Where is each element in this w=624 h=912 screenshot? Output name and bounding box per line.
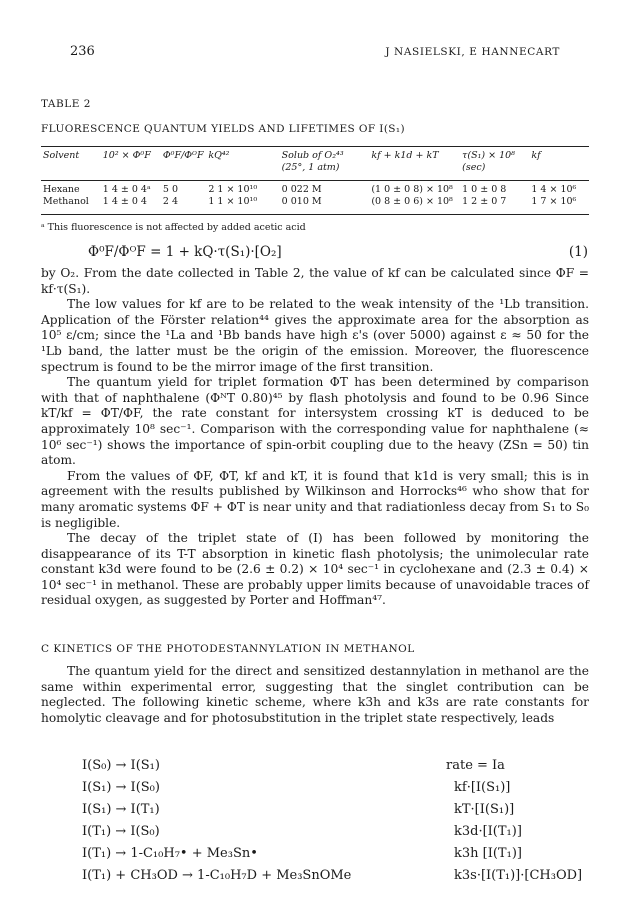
paragraph: by O₂. From the date collected in Table 2, the value of kf can be calculated since ΦF = kf·τ(S₁).: [41, 266, 589, 296]
table-cell: 1 7 × 10⁶: [531, 196, 577, 207]
table-caption: FLUORESCENCE QUANTUM YIELDS AND LIFETIMES OF I(S₁): [41, 123, 406, 135]
table-label: TABLE 2: [41, 98, 91, 110]
col-header: τ(S₁) × 10⁸ (sec): [462, 150, 515, 173]
table-footnote: ᵃ This fluorescence is not affected by added acetic acid: [41, 222, 306, 233]
body-text: [41, 266, 589, 609]
section-body-text: [41, 664, 589, 726]
col-header: kQ⁴²: [208, 150, 230, 161]
table-cell: 1 2 ± 0 7: [462, 196, 507, 207]
scheme-row: [82, 780, 590, 802]
paragraph: The low values for kf are to be related to the weak intensity of the ¹Lb transition. Application of the Förster relation⁴⁴ gives the approximate area for the absorption as 10⁵ ε/cm; since the ¹La and ¹Bb bands have high ε's (over 5000) against ε ≈ 50 for the ¹Lb band, the latter must be the origin of the emission. Moreover, the fluorescence spectrum is found to be the mirror image of the first transition.: [41, 297, 589, 374]
col-header: kf + k1d + kT: [371, 150, 439, 161]
paragraph: From the values of ΦF, ΦT, kf and kT, it is found that k1d is very small; this is in agreement with the results published by Wilkinson and Horrocks⁴⁶ who show that for many aromatic systems ΦF + ΦT is near unity and that radiationless decay from S₁ to S₀ is negligible.: [41, 468, 589, 530]
table-cell: 2 4: [162, 196, 178, 207]
col-header: Solub of O₂⁴³ (25°, 1 atm): [281, 150, 344, 173]
equation-1: [88, 244, 588, 260]
data-table: [41, 150, 589, 208]
page-number: 236: [70, 44, 95, 59]
table-cell: 1 4 ± 0 4: [102, 196, 147, 207]
table-row: [41, 184, 589, 196]
scheme-reaction: I(S₁) → I(S₀): [82, 780, 160, 795]
table-cell: 2 1 × 10¹⁰: [208, 184, 258, 195]
col-header: kf: [531, 150, 541, 161]
table-cell: (0 8 ± 0 6) × 10⁸: [371, 196, 453, 207]
table-cell: 1 4 ± 0 4ᵃ: [102, 184, 151, 195]
table-bottom-rule: [41, 214, 589, 215]
scheme-rate: kf·[I(S₁)]: [454, 780, 511, 795]
table-header-row: [41, 150, 589, 178]
scheme-row: [82, 758, 590, 780]
table-cell: Methanol: [43, 196, 89, 207]
table-cell: 0 010 M: [281, 196, 322, 207]
section-heading: C KINETICS OF THE PHOTODESTANNYLATION IN METHANOL: [41, 643, 415, 655]
table-row: [41, 196, 589, 208]
table-cell: 1 4 × 10⁶: [531, 184, 577, 195]
paragraph: The quantum yield for triplet formation ΦT has been determined by comparison with that of naphthalene (ΦᴺT 0.80)⁴⁵ by flash photolysis and found to be 0.96 Since kT/kf = ΦT/ΦF, the rate constant for intersystem crossing kT is deduced to be approximately 10⁸ sec⁻¹. Comparison with the corresponding value for naphthalene (≈ 10⁶ sec⁻¹) shows the importance of spin-orbit coupling due to the heavy (ZSn = 50) tin atom.: [41, 375, 589, 468]
scheme-rate: k3s·[I(T₁)]·[CH₃OD]: [454, 868, 583, 883]
scheme-reaction: I(T₁) → 1-C₁₀H₇• + Me₃Sn•: [82, 846, 258, 861]
col-header: Solvent: [43, 150, 80, 161]
table-cell: (1 0 ± 0 8) × 10⁸: [371, 184, 453, 195]
kinetic-scheme: [82, 758, 590, 890]
table-cell: 1 1 × 10¹⁰: [208, 196, 258, 207]
col-header: 10² × Φ⁰F: [102, 150, 151, 161]
scheme-rate: kT·[I(S₁)]: [454, 802, 515, 817]
col-header: Φ⁰F/ΦᴼF: [162, 150, 204, 161]
table-cell: Hexane: [43, 184, 80, 195]
scheme-row: [82, 802, 590, 824]
table-cell: 5 0: [162, 184, 178, 195]
scheme-row: [82, 846, 590, 868]
scheme-row: [82, 824, 590, 846]
running-head: J NASIELSKI, E HANNECART: [385, 46, 560, 58]
scheme-rate: k3h [I(T₁)]: [454, 846, 522, 861]
scheme-rate: rate = Ia: [446, 758, 505, 773]
scheme-rate: k3d·[I(T₁)]: [454, 824, 522, 839]
scheme-reaction: I(S₁) → I(T₁): [82, 802, 160, 817]
paragraph: The quantum yield for the direct and sensitized destannylation in methanol are the same within experimental error, suggesting that the singlet contribution can be neglected. The following kinetic scheme, where k3h and k3s are rate constants for homolytic cleavage and for photosubstitution in the triplet state respectively, leads: [41, 664, 589, 725]
table-cell: 1 0 ± 0 8: [462, 184, 507, 195]
scheme-reaction: I(T₁) → I(S₀): [82, 824, 160, 839]
table-cell: 0 022 M: [281, 184, 322, 195]
scheme-reaction: I(T₁) + CH₃OD → 1-C₁₀H₇D + Me₃SnOMe: [82, 868, 352, 883]
equation-number: (1): [568, 244, 588, 260]
equation-text: Φ⁰F/ΦᴼF = 1 + kQ·τ(S₁)·[O₂]: [88, 244, 282, 260]
scheme-reaction: I(S₀) → I(S₁): [82, 758, 160, 773]
table-top-rule: [41, 146, 589, 147]
scheme-row: [82, 868, 590, 890]
paragraph: The decay of the triplet state of (I) has been followed by monitoring the disappearance of its T-T absorption in kinetic flash photolysis; the unimolecular rate constant k3d were found to be (2.6 ± 0.2) × 10⁴ sec⁻¹ in cyclohexane and (2.3 ± 0.4) × 10⁴ sec⁻¹ in methanol. These are probably upper limits because of unavoidable traces of residual oxygen, as suggested by Porter and Hoffman⁴⁷.: [41, 531, 589, 608]
